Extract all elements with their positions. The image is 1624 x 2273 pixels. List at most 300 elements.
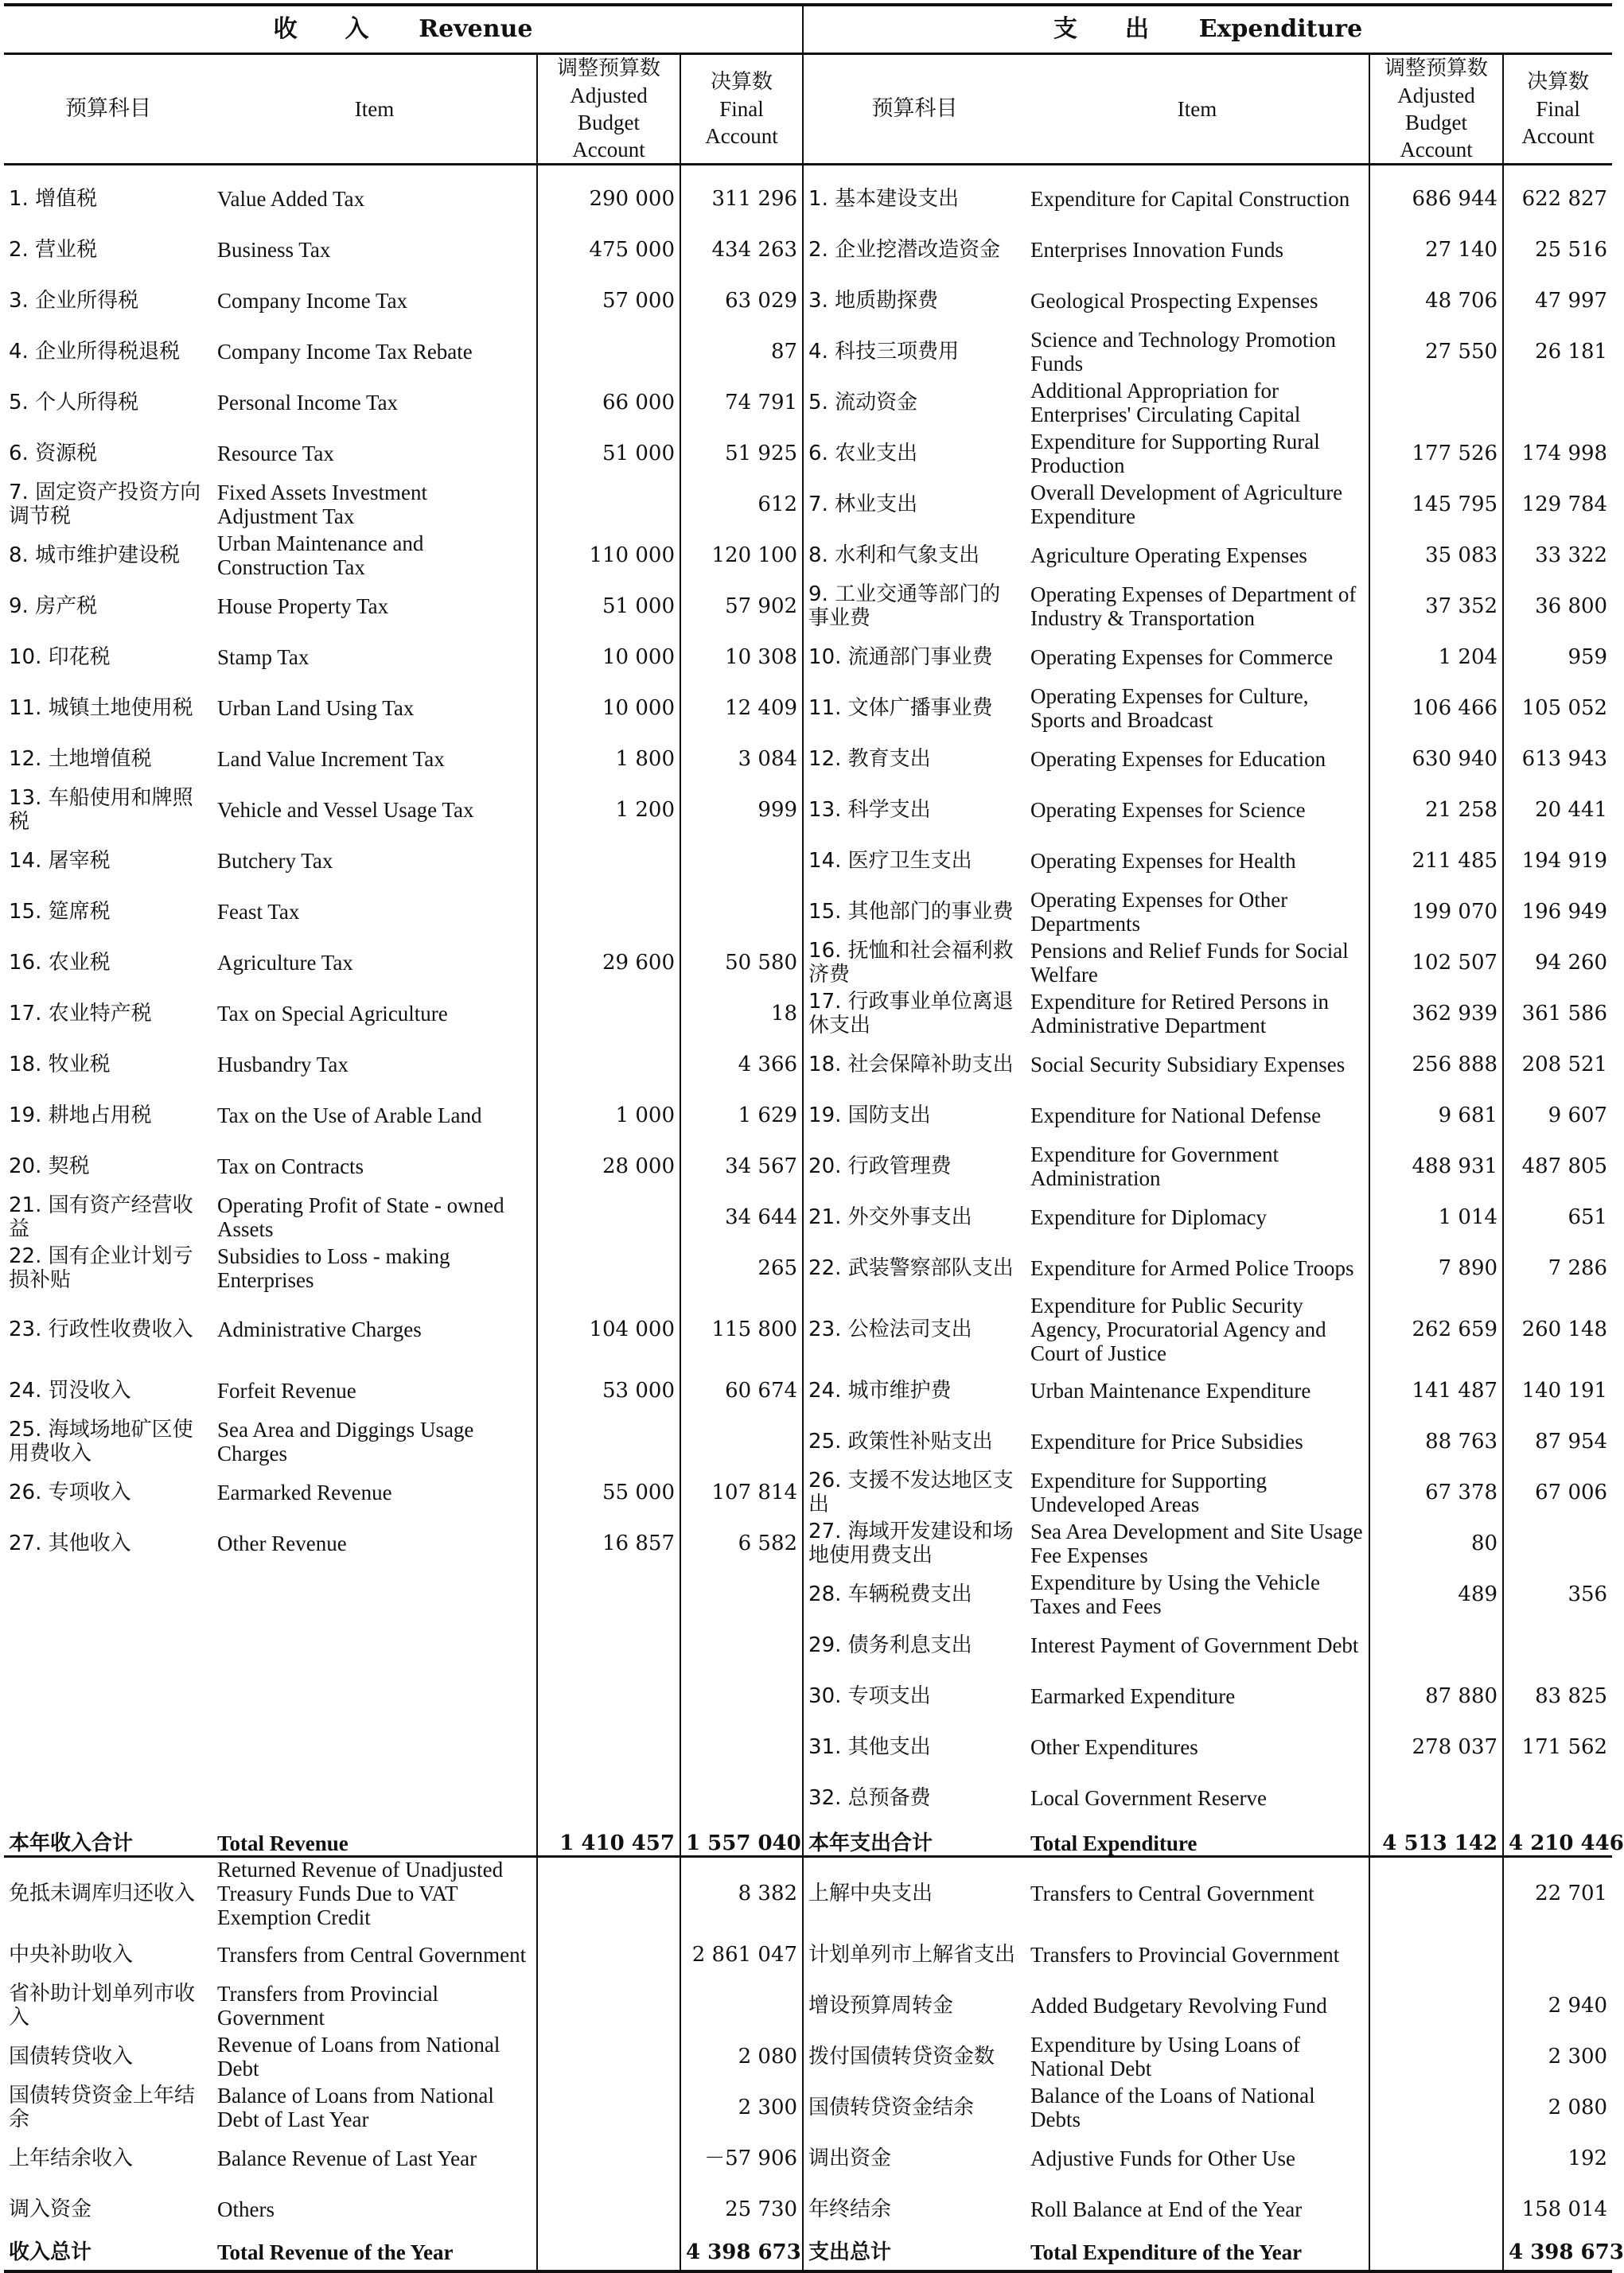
empty-cell (680, 1773, 803, 1823)
expenditure-item-en: Operating Expenses for Education (1030, 747, 1326, 771)
expenditure-item-cn: 25. 政策性补贴支出 (808, 1430, 993, 1454)
expenditure-adjusted-value: 145 795 (1369, 479, 1503, 530)
rev-col-adjusted-en: Adjusted Budget Account (570, 84, 648, 162)
revenue-item-cn: 27. 其他收入 (9, 1532, 131, 1555)
expenditure-adjusted-value: 199 070 (1369, 886, 1503, 937)
main-row (4, 1467, 1612, 1518)
main-row (4, 937, 1612, 988)
empty-cell (4, 1671, 212, 1722)
revenue-final-value: 434 263 (680, 224, 803, 275)
main-row (4, 1518, 1612, 1569)
expenditure-final-value: 196 949 (1503, 886, 1612, 937)
revenue-final-value (680, 835, 803, 886)
main-row (4, 428, 1612, 479)
revenue-header-cn: 收 入 (273, 15, 369, 43)
expenditure-item-cn: 16. 抚恤和社会福利救济费 (808, 939, 1014, 987)
revenue-final-value (680, 1980, 803, 2031)
expenditure-final-value: 67 006 (1503, 1467, 1612, 1518)
revenue-adjusted-value: 290 000 (537, 165, 680, 225)
revenue-item-en: Forfeit Revenue (217, 1379, 356, 1403)
expenditure-adjusted-value: 106 466 (1369, 683, 1503, 734)
revenue-item-cn: 10. 印花税 (9, 645, 111, 669)
revenue-adjusted-value: 51 000 (537, 428, 680, 479)
revenue-item-en: Sea Area and Diggings Usage Charges (217, 1418, 474, 1465)
expenditure-final-value: 158 014 (1503, 2184, 1612, 2235)
revenue-final-value: 4 398 673 (680, 2235, 803, 2271)
expenditure-item-cn: 18. 社会保障补助支出 (808, 1053, 1014, 1076)
extra-row (4, 2133, 1612, 2184)
expenditure-item-en: Operating Expenses of Department of Industry & Transportation (1030, 582, 1357, 630)
exp-col-item: Item (1026, 54, 1369, 165)
expenditure-item-en: Total Expenditure of the Year (1026, 2235, 1369, 2271)
revenue-final-value: －57 906 (680, 2133, 803, 2184)
revenue-item-en: Butchery Tax (217, 849, 333, 873)
expenditure-adjusted-value: 48 706 (1369, 275, 1503, 326)
expenditure-final-value: 7 286 (1503, 1243, 1612, 1294)
revenue-adjusted-value: 28 000 (537, 1141, 680, 1192)
revenue-adjusted-value (537, 988, 680, 1039)
revenue-adjusted-value: 1 000 (537, 1090, 680, 1141)
empty-cell (4, 1722, 212, 1773)
main-row (4, 1365, 1612, 1416)
expenditure-item-en: Expenditure for Diplomacy (1030, 1205, 1267, 1229)
expenditure-final-value: 356 (1503, 1569, 1612, 1620)
expenditure-adjusted-value: 27 550 (1369, 326, 1503, 377)
exp-total-en: Total Expenditure (1026, 1823, 1369, 1857)
empty-cell (680, 1569, 803, 1620)
expenditure-item-cn: 9. 工业交通等部门的事业费 (808, 582, 1001, 630)
revenue-adjusted-value: 10 000 (537, 683, 680, 734)
rev-col-adjusted (537, 54, 680, 165)
revenue-item-en: Revenue of Loans from National Debt (217, 2033, 500, 2080)
expenditure-final-value: 9 607 (1503, 1090, 1612, 1141)
main-row (4, 988, 1612, 1039)
revenue-item-en: Resource Tax (217, 442, 334, 465)
expenditure-item-en: Pensions and Relief Funds for Social Welfare (1030, 939, 1349, 987)
revenue-final-value: 74 791 (680, 377, 803, 428)
revenue-item-cn: 11. 城镇土地使用税 (9, 696, 193, 720)
main-row (4, 1294, 1612, 1365)
revenue-final-value: 63 029 (680, 275, 803, 326)
exp-col-final (1503, 54, 1612, 165)
revenue-adjusted-value (537, 1192, 680, 1243)
expenditure-final-value: 651 (1503, 1192, 1612, 1243)
revenue-final-value: 999 (680, 784, 803, 835)
total-row (4, 1823, 1612, 1857)
revenue-item-cn: 22. 国有企业计划亏损补贴 (9, 1244, 193, 1292)
expenditure-adjusted-value (1369, 1929, 1503, 1980)
revenue-adjusted-value (537, 1243, 680, 1294)
expenditure-final-value: 105 052 (1503, 683, 1612, 734)
revenue-final-value: 57 902 (680, 581, 803, 632)
expenditure-final-value: 83 825 (1503, 1671, 1612, 1722)
expenditure-final-value: 4 398 673 (1503, 2235, 1612, 2271)
expenditure-final-value: 140 191 (1503, 1365, 1612, 1416)
revenue-item-en: Feast Tax (217, 900, 300, 924)
extra-row (4, 2031, 1612, 2082)
revenue-item-en: House Property Tax (217, 594, 389, 618)
empty-cell (537, 1569, 680, 1620)
expenditure-item-cn: 年终结余 (808, 2197, 892, 2221)
expenditure-final-value: 260 148 (1503, 1294, 1612, 1365)
expenditure-adjusted-value (1369, 2235, 1503, 2271)
revenue-adjusted-value: 51 000 (537, 581, 680, 632)
revenue-item-en: Husbandry Tax (217, 1053, 349, 1076)
main-row (4, 1039, 1612, 1090)
revenue-item-en: Tax on the Use of Arable Land (217, 1103, 482, 1127)
expenditure-final-value: 361 586 (1503, 988, 1612, 1039)
revenue-item-en: Subsidies to Loss - making Enterprises (217, 1244, 450, 1292)
revenue-item-cn: 3. 企业所得税 (9, 289, 139, 313)
expenditure-adjusted-value: 35 083 (1369, 530, 1503, 581)
expenditure-item-cn: 22. 武装警察部队支出 (808, 1256, 1014, 1280)
revenue-item-en: Fixed Assets Investment Adjustment Tax (217, 481, 427, 528)
expenditure-adjusted-value: 489 (1369, 1569, 1503, 1620)
revenue-final-value (680, 1416, 803, 1467)
expenditure-item-en: Expenditure for Armed Police Troops (1030, 1256, 1354, 1280)
expenditure-item-en: Expenditure for Supporting Undeveloped Areas (1030, 1469, 1267, 1516)
revenue-adjusted-value: 1 200 (537, 784, 680, 835)
rev-col-final-cn: 决算数 (711, 70, 773, 94)
main-row (4, 1671, 1612, 1722)
rev-total-adjusted: 1 410 457 (537, 1823, 680, 1857)
expenditure-adjusted-value (1369, 1620, 1503, 1671)
expenditure-final-value: 33 322 (1503, 530, 1612, 581)
revenue-item-en: Balance Revenue of Last Year (217, 2147, 477, 2170)
expenditure-final-value: 959 (1503, 632, 1612, 683)
revenue-final-value (680, 886, 803, 937)
expenditure-adjusted-value: 686 944 (1369, 165, 1503, 225)
revenue-adjusted-value (537, 326, 680, 377)
expenditure-item-en: Expenditure by Using the Vehicle Taxes and Fees (1030, 1570, 1320, 1618)
revenue-item-en: Tax on Contracts (217, 1154, 364, 1178)
revenue-item-cn: 国债转贷资金上年结余 (9, 2084, 196, 2131)
revenue-final-value: 6 582 (680, 1518, 803, 1569)
revenue-item-en: Urban Land Using Tax (217, 696, 415, 720)
revenue-adjusted-value (537, 2235, 680, 2271)
revenue-item-cn: 8. 城市维护建设税 (9, 543, 181, 567)
expenditure-adjusted-value (1369, 1773, 1503, 1823)
expenditure-final-value (1503, 1620, 1612, 1671)
revenue-item-en: Urban Maintenance and Construction Tax (217, 531, 424, 579)
expenditure-adjusted-value: 9 681 (1369, 1090, 1503, 1141)
revenue-adjusted-value: 16 857 (537, 1518, 680, 1569)
expenditure-item-cn: 27. 海域开发建设和场地使用费支出 (808, 1520, 1014, 1567)
expenditure-final-value: 2 080 (1503, 2082, 1612, 2133)
revenue-final-value: 3 084 (680, 734, 803, 784)
revenue-item-en: Agriculture Tax (217, 951, 353, 975)
empty-cell (4, 1620, 212, 1671)
expenditure-final-value: 487 805 (1503, 1141, 1612, 1192)
revenue-final-value: 120 100 (680, 530, 803, 581)
expenditure-item-cn: 26. 支援不发达地区支出 (808, 1469, 1014, 1516)
expenditure-item-en: Enterprises Innovation Funds (1030, 238, 1284, 262)
revenue-item-cn: 13. 车船使用和牌照税 (9, 786, 193, 834)
expenditure-item-cn: 23. 公检法司支出 (808, 1317, 972, 1341)
empty-cell (537, 1671, 680, 1722)
revenue-final-value: 4 366 (680, 1039, 803, 1090)
revenue-adjusted-value: 66 000 (537, 377, 680, 428)
main-row (4, 1620, 1612, 1671)
expenditure-item-en: Adjustive Funds for Other Use (1030, 2147, 1296, 2170)
expenditure-final-value: 25 516 (1503, 224, 1612, 275)
revenue-item-en: Transfers from Provincial Government (217, 1982, 438, 2030)
revenue-item-cn: 9. 房产税 (9, 594, 98, 618)
expenditure-final-value: 20 441 (1503, 784, 1612, 835)
expenditure-item-cn: 国债转贷资金结余 (808, 2096, 975, 2119)
expenditure-adjusted-value (1369, 2184, 1503, 2235)
exp-col-final-cn: 决算数 (1527, 70, 1590, 94)
expenditure-adjusted-value: 177 526 (1369, 428, 1503, 479)
revenue-item-en: Operating Profit of State - owned Assets (217, 1193, 504, 1241)
rev-total-final: 1 557 040 (680, 1823, 803, 1857)
expenditure-item-en: Science and Technology Promotion Funds (1030, 328, 1336, 376)
expenditure-header-cn: 支 出 (1053, 15, 1149, 43)
expenditure-item-en: Geological Prospecting Expenses (1030, 289, 1318, 313)
revenue-adjusted-value (537, 2082, 680, 2133)
revenue-final-value: 10 308 (680, 632, 803, 683)
expenditure-final-value (1503, 1929, 1612, 1980)
revenue-item-cn: 上年结余收入 (9, 2147, 134, 2170)
revenue-item-en: Total Revenue of the Year (212, 2235, 537, 2271)
extra-row (4, 1857, 1612, 1930)
expenditure-adjusted-value: 37 352 (1369, 581, 1503, 632)
expenditure-item-en: Operating Expenses for Commerce (1030, 645, 1334, 669)
expenditure-item-en: Operating Expenses for Culture, Sports and Broadcast (1030, 684, 1309, 732)
expenditure-item-cn: 30. 专项支出 (808, 1684, 931, 1708)
main-row (4, 784, 1612, 835)
expenditure-item-en: Expenditure for Price Subsidies (1030, 1430, 1303, 1454)
expenditure-adjusted-value: 211 485 (1369, 835, 1503, 886)
revenue-adjusted-value (537, 1929, 680, 1980)
revenue-item-en: Personal Income Tax (217, 391, 399, 415)
revenue-item-en: Stamp Tax (217, 645, 310, 669)
expenditure-item-en: Expenditure for Capital Construction (1030, 187, 1350, 211)
revenue-adjusted-value (537, 1416, 680, 1467)
main-row (4, 886, 1612, 937)
expenditure-adjusted-value: 80 (1369, 1518, 1503, 1569)
expenditure-adjusted-value: 141 487 (1369, 1365, 1503, 1416)
revenue-adjusted-value (537, 886, 680, 937)
revenue-item-en: Transfers from Central Government (217, 1943, 527, 1967)
expenditure-adjusted-value: 362 939 (1369, 988, 1503, 1039)
revenue-item-cn: 18. 牧业税 (9, 1053, 111, 1076)
rev-col-item: Item (212, 54, 537, 165)
revenue-item-en: Others (217, 2197, 275, 2221)
main-row (4, 479, 1612, 530)
revenue-item-cn: 19. 耕地占用税 (9, 1103, 152, 1127)
revenue-item-cn: 调入资金 (9, 2197, 92, 2221)
revenue-item-cn: 26. 专项收入 (9, 1481, 131, 1504)
revenue-item-cn: 23. 行政性收费收入 (9, 1317, 193, 1341)
revenue-final-value: 107 814 (680, 1467, 803, 1518)
revenue-final-value: 115 800 (680, 1294, 803, 1365)
expenditure-item-en: Expenditure for Public Security Agency, Procuratorial Agency and Court of Justice (1030, 1294, 1326, 1365)
exp-col-adjusted (1369, 54, 1503, 165)
revenue-item-cn: 7. 固定资产投资方向调节税 (9, 481, 201, 528)
main-row (4, 377, 1612, 428)
revenue-final-value: 2 861 047 (680, 1929, 803, 1980)
revenue-adjusted-value (537, 835, 680, 886)
rev-col-final-en: Final Account (705, 97, 778, 148)
expenditure-final-value (1503, 1773, 1612, 1823)
expenditure-item-cn: 8. 水利和气象支出 (808, 543, 980, 567)
revenue-item-cn: 5. 个人所得税 (9, 391, 139, 415)
expenditure-item-en: Operating Expenses for Science (1030, 798, 1306, 822)
expenditure-item-cn: 21. 外交外事支出 (808, 1205, 972, 1229)
rev-total-cn: 本年收入合计 (4, 1823, 212, 1857)
expenditure-adjusted-value: 67 378 (1369, 1467, 1503, 1518)
expenditure-item-en: Operating Expenses for Health (1030, 849, 1296, 873)
expenditure-final-value: 2 300 (1503, 2031, 1612, 2082)
exp-col-final-en: Final Account (1521, 97, 1595, 148)
main-row (4, 835, 1612, 886)
expenditure-final-value: 194 919 (1503, 835, 1612, 886)
main-row (4, 1722, 1612, 1773)
expenditure-final-value: 171 562 (1503, 1722, 1612, 1773)
expenditure-adjusted-value (1369, 1980, 1503, 2031)
revenue-adjusted-value (537, 2031, 680, 2082)
expenditure-adjusted-value (1369, 2133, 1503, 2184)
expenditure-item-cn: 4. 科技三项费用 (808, 340, 960, 364)
revenue-final-value: 1 629 (680, 1090, 803, 1141)
empty-cell (212, 1671, 537, 1722)
empty-cell (212, 1722, 537, 1773)
expenditure-item-en: Expenditure by Using Loans of National Debt (1030, 2033, 1300, 2080)
expenditure-item-cn: 28. 车辆税费支出 (808, 1582, 972, 1606)
revenue-final-value: 87 (680, 326, 803, 377)
expenditure-item-en: Operating Expenses for Other Departments (1030, 888, 1288, 936)
expenditure-final-value: 36 800 (1503, 581, 1612, 632)
expenditure-adjusted-value: 21 258 (1369, 784, 1503, 835)
revenue-item-en: Returned Revenue of Unadjusted Treasury Funds Due to VAT Exemption Credit (217, 1858, 504, 1929)
revenue-final-value: 2 080 (680, 2031, 803, 2082)
exp-col-adjusted-cn: 调整预算数 (1384, 56, 1489, 80)
revenue-adjusted-value: 29 600 (537, 937, 680, 988)
empty-cell (537, 1773, 680, 1823)
revenue-item-cn: 24. 罚没收入 (9, 1379, 131, 1403)
expenditure-final-value: 87 954 (1503, 1416, 1612, 1467)
revenue-adjusted-value: 57 000 (537, 275, 680, 326)
expenditure-item-cn: 32. 总预备费 (808, 1786, 931, 1810)
expenditure-final-value: 22 701 (1503, 1857, 1612, 1930)
expenditure-item-cn: 1. 基本建设支出 (808, 187, 960, 211)
expenditure-item-en: Sea Area Development and Site Usage Fee Expenses (1030, 1520, 1363, 1567)
rev-col-adjusted-cn: 调整预算数 (556, 56, 660, 80)
revenue-adjusted-value (537, 1980, 680, 2031)
expenditure-item-cn: 15. 其他部门的事业费 (808, 900, 1014, 924)
expenditure-adjusted-value: 262 659 (1369, 1294, 1503, 1365)
revenue-final-value: 50 580 (680, 937, 803, 988)
expenditure-final-value: 26 181 (1503, 326, 1612, 377)
revenue-adjusted-value: 1 800 (537, 734, 680, 784)
extra-row (4, 1929, 1612, 1980)
main-row (4, 1569, 1612, 1620)
main-row (4, 581, 1612, 632)
expenditure-item-cn: 6. 农业支出 (808, 442, 918, 465)
expenditure-item-cn: 2. 企业挖潜改造资金 (808, 238, 1001, 262)
revenue-adjusted-value (537, 2184, 680, 2235)
exp-total-cn: 本年支出合计 (803, 1823, 1026, 1857)
expenditure-adjusted-value (1369, 2031, 1503, 2082)
revenue-adjusted-value (537, 479, 680, 530)
revenue-final-value: 51 925 (680, 428, 803, 479)
revenue-header-en: Revenue (419, 15, 533, 43)
expenditure-item-cn: 17. 行政事业单位离退休支出 (808, 990, 1014, 1037)
empty-cell (680, 1722, 803, 1773)
expenditure-item-cn: 3. 地质勘探费 (808, 289, 939, 313)
empty-cell (680, 1620, 803, 1671)
main-body (4, 165, 1612, 1824)
main-row (4, 326, 1612, 377)
revenue-adjusted-value: 10 000 (537, 632, 680, 683)
revenue-item-cn: 17. 农业特产税 (9, 1002, 152, 1026)
rev-col-subject: 预算科目 (4, 54, 212, 165)
expenditure-item-en: Local Government Reserve (1030, 1786, 1267, 1810)
expenditure-adjusted-value: 7 890 (1369, 1243, 1503, 1294)
expenditure-final-value: 2 940 (1503, 1980, 1612, 2031)
exp-total-final: 4 210 446 (1503, 1823, 1612, 1857)
exp-col-adjusted-en: Adjusted Budget Account (1397, 84, 1475, 162)
expenditure-item-en: Expenditure for Supporting Rural Production (1030, 430, 1320, 477)
expenditure-adjusted-value: 488 931 (1369, 1141, 1503, 1192)
revenue-adjusted-value: 110 000 (537, 530, 680, 581)
expenditure-item-en: Overall Development of Agriculture Expenditure (1030, 481, 1343, 528)
expenditure-item-en: Transfers to Central Government (1030, 1882, 1314, 1905)
exp-col-subject: 预算科目 (803, 54, 1026, 165)
expenditure-final-value: 613 943 (1503, 734, 1612, 784)
expenditure-item-en: Expenditure for Government Administration (1030, 1142, 1279, 1190)
expenditure-item-cn: 增设预算周转金 (808, 1994, 954, 2018)
expenditure-item-cn: 上解中央支出 (808, 1882, 933, 1905)
revenue-final-value: 311 296 (680, 165, 803, 225)
main-row (4, 224, 1612, 275)
expenditure-item-en: Roll Balance at End of the Year (1030, 2197, 1303, 2221)
revenue-adjusted-value (537, 1039, 680, 1090)
expenditure-final-value: 94 260 (1503, 937, 1612, 988)
revenue-adjusted-value (537, 1857, 680, 1930)
revenue-section-header (4, 5, 803, 54)
expenditure-item-cn: 5. 流动资金 (808, 391, 918, 415)
expenditure-adjusted-value: 102 507 (1369, 937, 1503, 988)
rev-col-final (680, 54, 803, 165)
exp-total-adjusted: 4 513 142 (1369, 1823, 1503, 1857)
revenue-final-value: 34 567 (680, 1141, 803, 1192)
revenue-item-cn: 免抵未调库归还收入 (9, 1882, 196, 1905)
revenue-item-cn: 2. 营业税 (9, 238, 98, 262)
revenue-item-en: Land Value Increment Tax (217, 747, 445, 771)
expenditure-item-en: Balance of the Loans of National Debts (1030, 2084, 1315, 2131)
revenue-item-en: Vehicle and Vessel Usage Tax (217, 798, 474, 822)
expenditure-final-value: 47 997 (1503, 275, 1612, 326)
budget-sheet (4, 3, 1624, 2273)
revenue-final-value: 60 674 (680, 1365, 803, 1416)
expenditure-item-en: Social Security Subsidiary Expenses (1030, 1053, 1346, 1076)
revenue-item-cn: 14. 屠宰税 (9, 849, 111, 873)
expenditure-section-header (803, 5, 1612, 54)
expenditure-final-value: 129 784 (1503, 479, 1612, 530)
extra-body (4, 1857, 1624, 2272)
revenue-adjusted-value: 104 000 (537, 1294, 680, 1365)
empty-cell (212, 1620, 537, 1671)
budget-table (4, 3, 1624, 2273)
revenue-adjusted-value: 53 000 (537, 1365, 680, 1416)
expenditure-item-cn: 调出资金 (808, 2147, 892, 2170)
revenue-final-value: 2 300 (680, 2082, 803, 2133)
revenue-item-cn: 收入总计 (4, 2235, 212, 2271)
total-body (4, 1823, 1624, 1857)
expenditure-item-en: Expenditure for Retired Persons in Administrative Department (1030, 990, 1329, 1037)
